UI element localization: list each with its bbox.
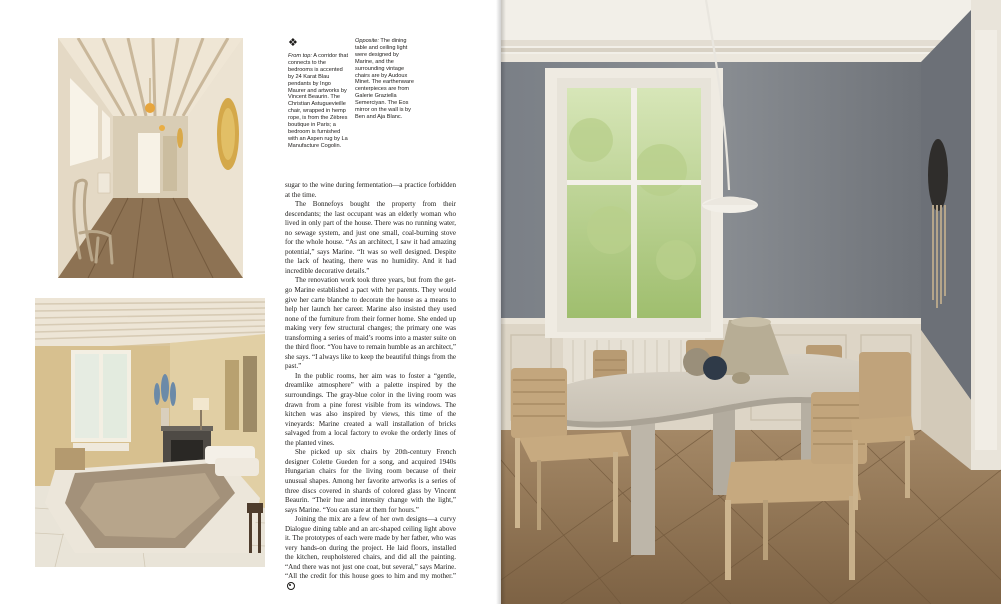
article-paragraph: The Bonnefoys bought the property from their descendants; the last occupant was an elderly woman who lived in only part of the house. There was no running water, no sewage system, and just one small, coal-burning stove for the whole house. “As an architect, I saw it had amazing potential,” says Marine. “It was so well designed. Despite the lack of heating, there was no humidity. And it had incredible decorative details.” xyxy=(285,200,456,275)
article-paragraph: The renovation work took three years, but from the get-go Marine established a pact with her parents. They would give her carte blanche to decorate the house as a means to help her launch her career. Marine also insisted they used none of the furniture from their former home. She ended up making very few structural changes; the primary one was transforming a series of maid’s rooms into a master suite on the third floor. “You have to remain humble as an architect,” she says. “I always like to keep the beautiful things from the past.” xyxy=(285,276,456,371)
dining-room-photo xyxy=(501,0,1001,604)
caption-lead: From top: xyxy=(288,53,312,59)
article-paragraph: sugar to the wine during fermentation—a practice forbidden at the time. xyxy=(285,181,456,199)
article-paragraph-last xyxy=(285,515,456,592)
article-body xyxy=(285,181,456,593)
photo-caption-left xyxy=(288,53,348,150)
article-paragraph-text: Joining the mix are a few of her own designs—a curvy Dialogue dining table and an arc-shaped ceiling light above it. The prototypes of each were made by her father, who was very hands-on during the project. He laid floors, installed the kitchen, reupholstered chairs, and did all the painting. “And there was not just one coat, but several,” says Marine. “All the credit for this house goes to him and my mother.” xyxy=(285,515,456,581)
article-paragraph: In the public rooms, her aim was to foster a “gentle, dreamlike atmosphere” with a palette inspired by the surroundings. The gray-blue color in the living room was drawn from a pine forest visible from its windows. The kitchen was also inspired by views, this time of the vineyards: Marine created a wall installation of bricks salvaged from a local factory to evoke the orderly lines of the planted vines. xyxy=(285,371,456,447)
photo-caption-opposite xyxy=(355,38,417,121)
caption-text: The dining table and ceiling light were designed by Marine, and the surrounding vintage chairs are by Audoux Minet. The earthenware centerpieces are from Galerie Graziella Semerciyan. The Eos mirror on the wall is by Ben and Aja Blanc. xyxy=(355,38,414,120)
caption-lead: Opposite: xyxy=(355,38,379,44)
end-mark-icon xyxy=(287,582,295,590)
article-paragraph: She picked up six chairs by 20th-century French designer Colette Gueden for a song, and acquired 1940s Hungarian chairs for the living room because of their unusual shapes. Among her favorite artworks is a series of three discs covered in shards of colored glass by Vincent Beaurin. “Their hue and intensity change with the light,” says Marine. “You can stare at them for hours.” xyxy=(285,448,456,514)
caption-text: A corridor that connects to the bedrooms is accented by 24 Karat Blau pendants by Ingo Maurer and artworks by Vincent Beaurin. The Christian Astuguevieille chair, wrapped in hemp rope, is from the Zèbres boutique in Paris; a bedroom is furnished with an Aspen rug by La Manufacture Cogolin. xyxy=(288,53,349,149)
bedroom-photo xyxy=(35,298,265,567)
corridor-photo xyxy=(58,38,243,278)
ornament-icon: ❖ xyxy=(288,36,298,49)
